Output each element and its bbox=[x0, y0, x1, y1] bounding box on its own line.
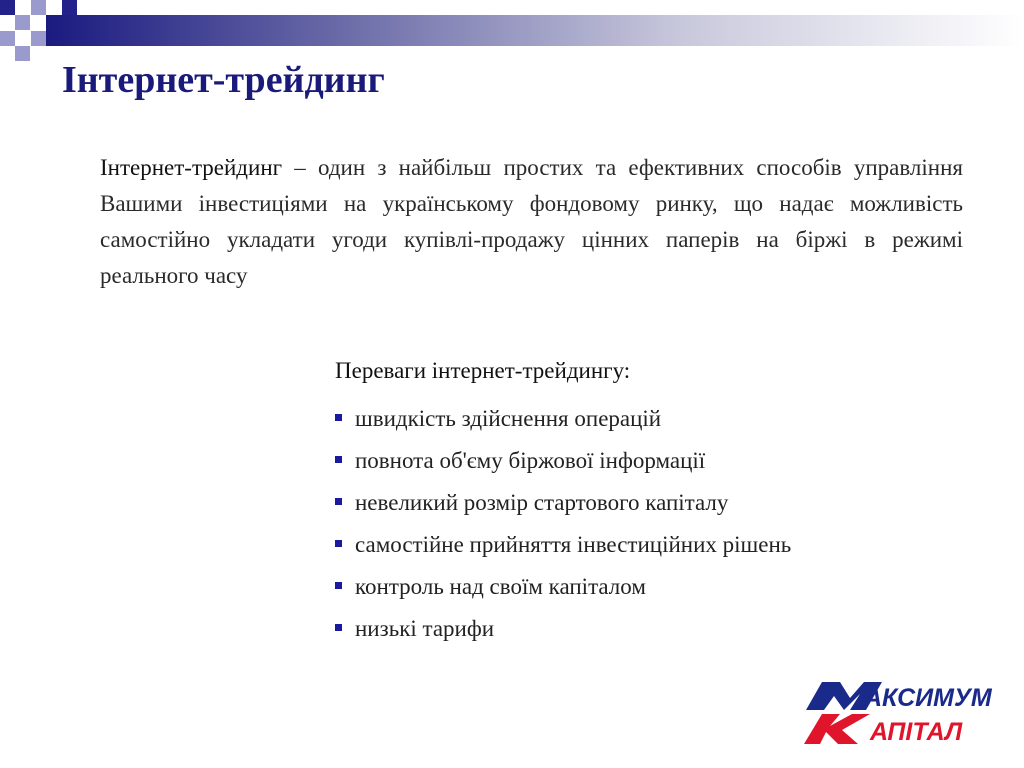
advantage-item bbox=[335, 524, 935, 566]
intro-term: Інтернет-трейдинг bbox=[100, 155, 283, 180]
square-bullet-icon bbox=[335, 624, 342, 631]
square-bullet-icon bbox=[335, 498, 342, 505]
advantages-list bbox=[335, 398, 935, 650]
advantage-text: низькі тарифи bbox=[355, 616, 495, 641]
header-gradient-band bbox=[46, 15, 1024, 46]
advantage-item bbox=[335, 566, 935, 608]
advantage-text: самостійне прийняття інвестиційних рішень bbox=[355, 532, 792, 557]
intro-paragraph bbox=[100, 150, 963, 294]
square-bullet-icon bbox=[335, 540, 342, 547]
advantage-item bbox=[335, 398, 935, 440]
advantages-section bbox=[335, 354, 935, 650]
square-bullet-icon bbox=[335, 582, 342, 589]
logo-k-shape bbox=[804, 714, 870, 744]
square-bullet-icon bbox=[335, 456, 342, 463]
page-title: Інтернет-трейдинг bbox=[62, 59, 385, 101]
square-bullet-icon bbox=[335, 414, 342, 421]
advantage-text: швидкість здійснення операцій bbox=[355, 406, 662, 431]
advantages-heading: Переваги інтернет-трейдингу: bbox=[335, 358, 631, 383]
advantage-item bbox=[335, 482, 935, 524]
advantage-item bbox=[335, 608, 935, 650]
logo-line1: АКСИМУМ bbox=[864, 684, 992, 712]
advantage-text: контроль над своїм капіталом bbox=[355, 574, 646, 599]
logo-line2: АПІТАЛ bbox=[870, 718, 963, 746]
advantage-text: повнота об'єму біржової інформації bbox=[355, 448, 706, 473]
advantage-item bbox=[335, 440, 935, 482]
maksymum-kapital-logo bbox=[800, 676, 1012, 748]
advantage-text: невеликий розмір стартового капіталу bbox=[355, 490, 729, 515]
intro-text: – один з найбільш простих та ефективних способів управління Вашими інвестиціями на українському фондовому ринку, що надає можливість самостійно укладати угоди купівлі-продажу цінних паперів на біржі в режимі реального часу bbox=[100, 155, 963, 288]
